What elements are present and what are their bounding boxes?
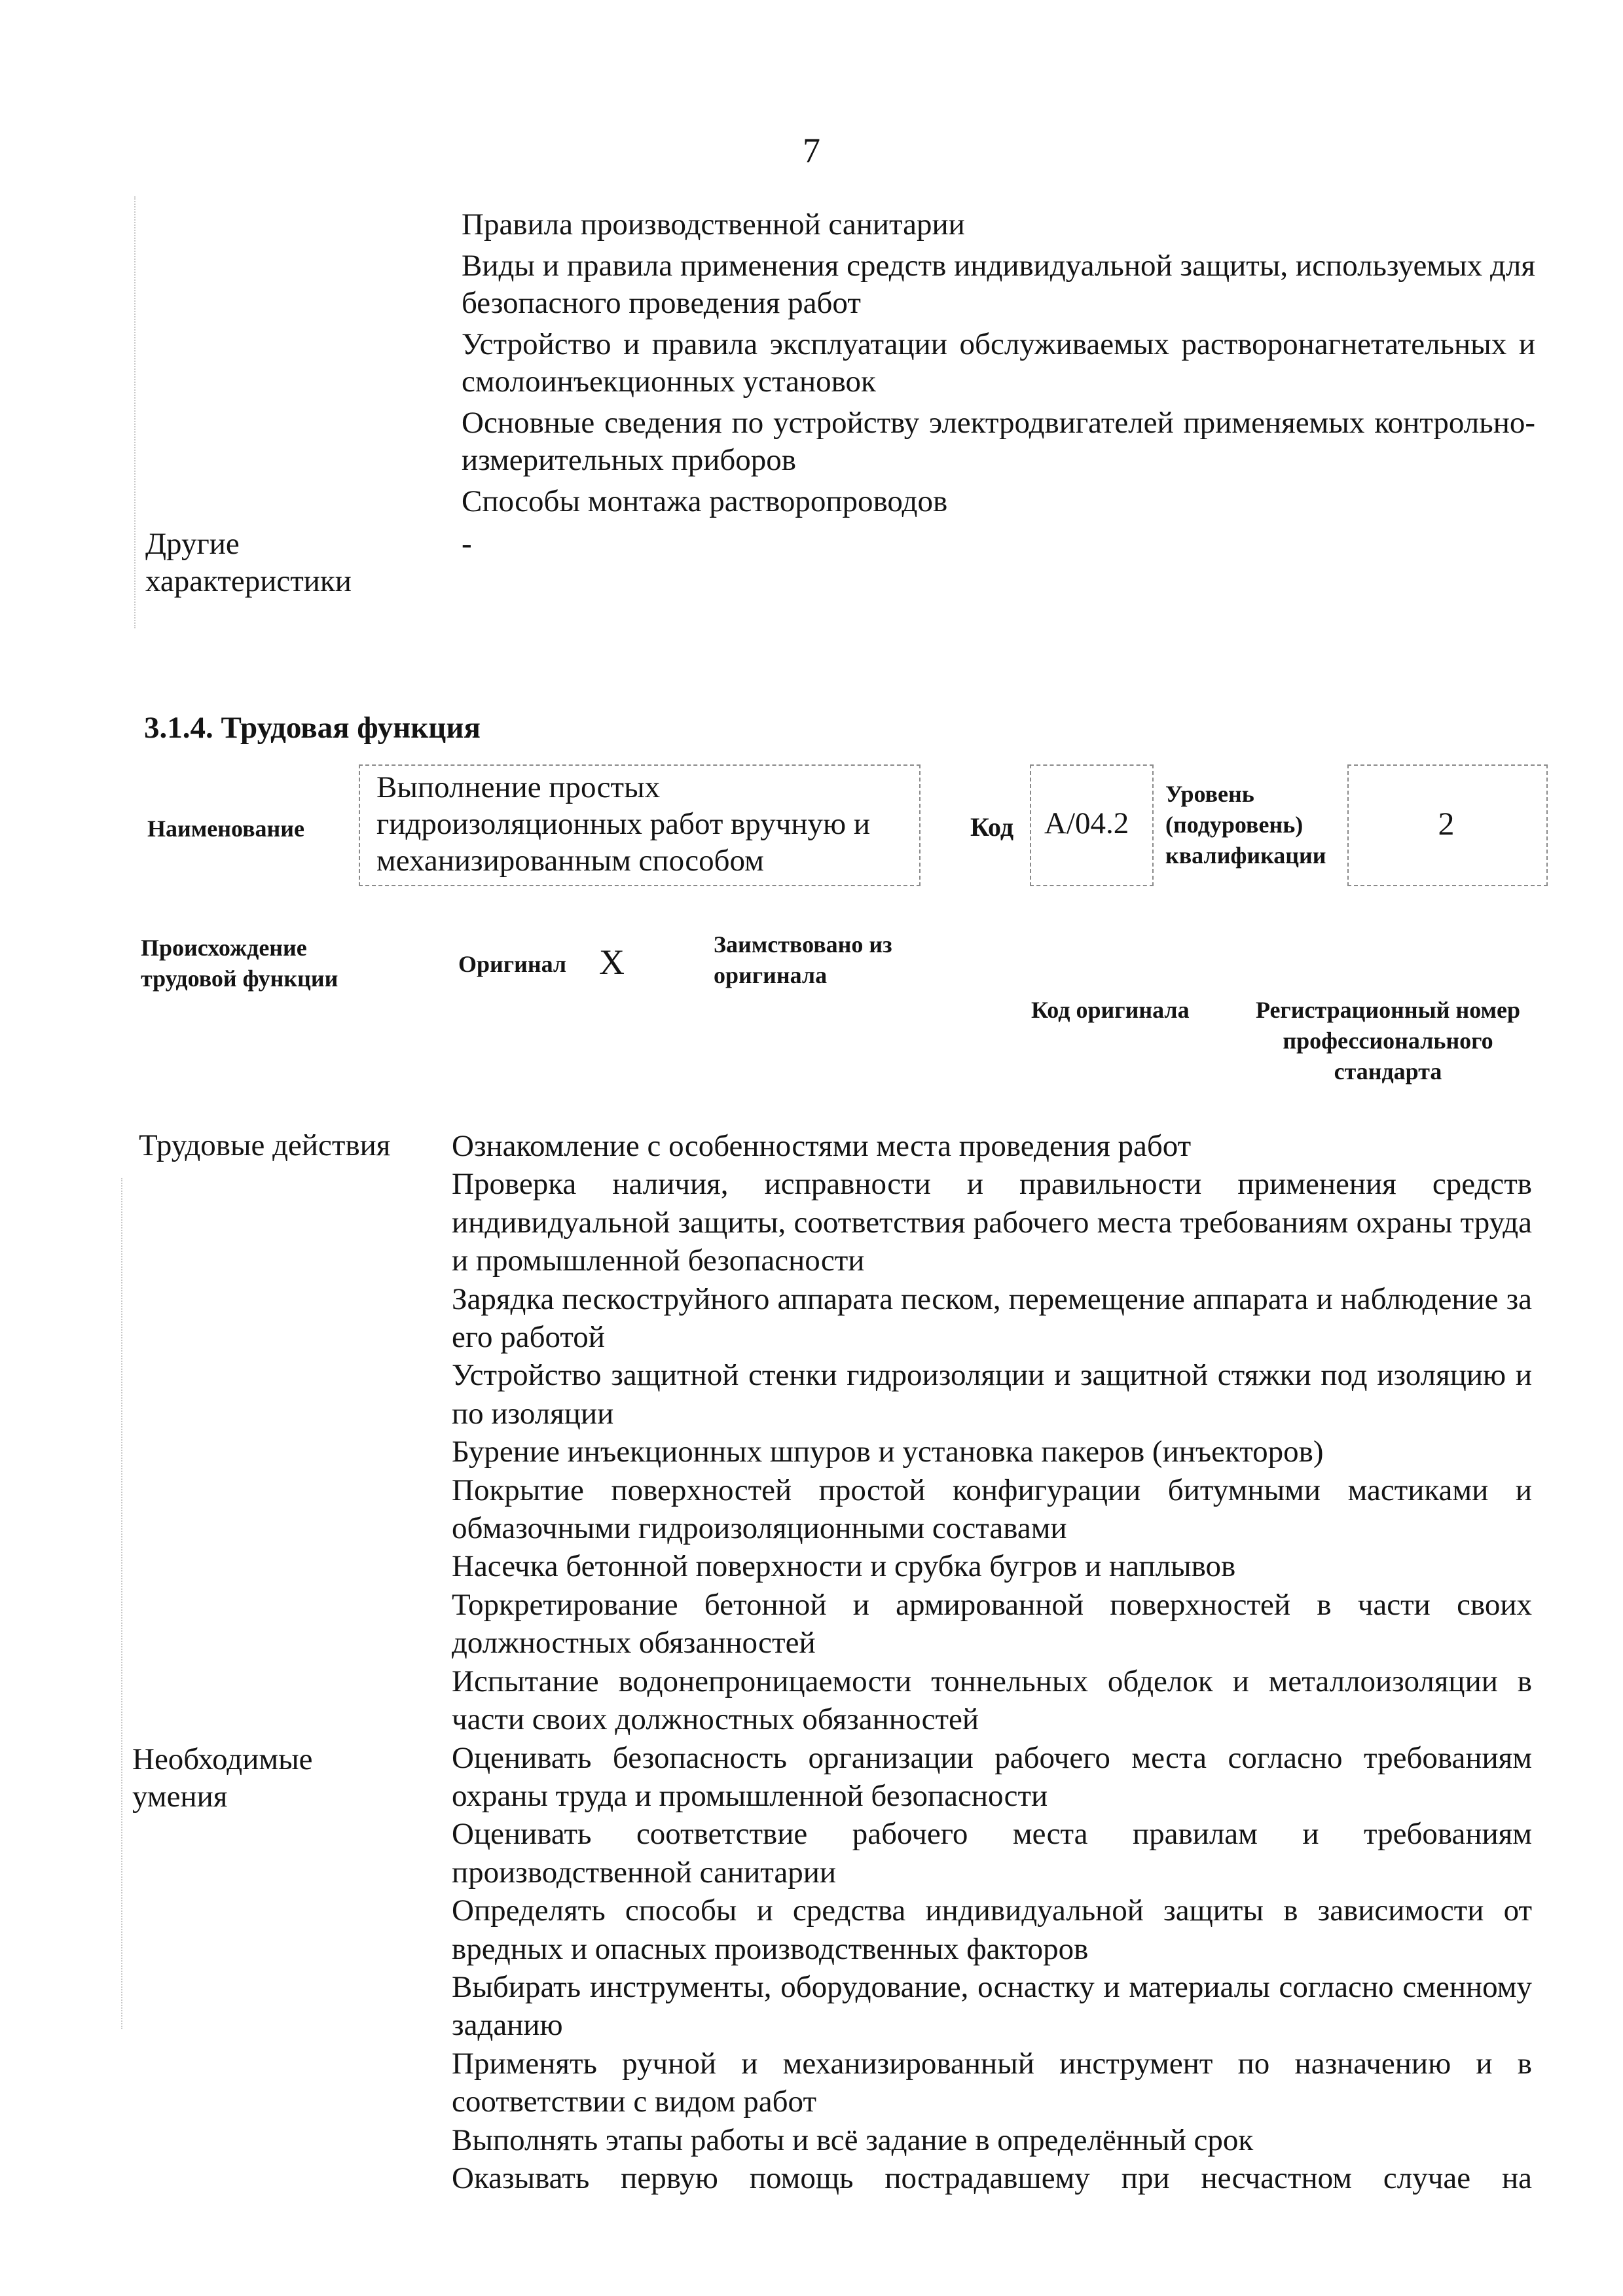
original-label: Оригинал [458, 951, 567, 977]
labor-action-item: Бурение инъекционных шпуров и установка пакеров (инъекторов) [452, 1435, 1324, 1469]
labor-action-item: Торкретирование бетонной и армированной поверхностей в части своих должностных обязанностей [452, 1587, 1532, 1660]
skill-item: Выполнять этапы работы и всё задание в определённый срок [452, 2123, 1254, 2157]
labor-action-item: Насечка бетонной поверхности и срубка бугров и наплывов [452, 1549, 1236, 1584]
list-item: Устройство и правила эксплуатации обслуживаемых растворонагнетательных и смолоинъекционных установок [462, 327, 1535, 399]
skill-item: Определять способы и средства индивидуальной защиты в зависимости от вредных и опасных производственных факторов [452, 1893, 1532, 1966]
labor-action-item: Зарядка пескоструйного аппарата песком, перемещение аппарата и наблюдение за его работой [452, 1282, 1532, 1355]
other-characteristics-value: - [462, 527, 472, 561]
labor-action-item: Ознакомление с особенностями места проведения работ [452, 1129, 1192, 1163]
list-item: Основные сведения по устройству электродвигателей применяемых контрольно-измерительных приборов [462, 406, 1535, 477]
code-label: Код [970, 812, 1014, 842]
skill-item: Выбирать инструменты, оборудование, оснастку и материалы согласно сменному заданию [452, 1969, 1532, 2043]
knowledge-list [462, 206, 1535, 524]
section-heading: 3.1.4. Трудовая функция [144, 711, 481, 745]
name-label: Наименование [147, 816, 304, 842]
original-mark: X [599, 942, 625, 982]
skill-item: Применять ручной и механизированный инструмент по назначению и в соответствии с видом работ [452, 2046, 1532, 2119]
level-label: Уровень (подуровень) квалификации [1165, 781, 1326, 869]
skills-label: Необходимые умения [132, 1742, 313, 1814]
labor-action-item: Покрытие поверхностей простой конфигурации битумными мастиками и обмазочными гидроизоляционными составами [452, 1473, 1532, 1546]
code-value: A/04.2 [1044, 806, 1129, 840]
other-characteristics-label: Другие характеристики [145, 527, 352, 598]
left-scan-guide-lower [121, 1178, 122, 2029]
page-number: 7 [803, 131, 820, 170]
labor-action-item: Испытание водонепроницаемости тоннельных обделок и металлоизоляции в части своих должностных обязанностей [452, 1664, 1532, 1737]
list-item: Виды и правила применения средств индивидуальной защиты, используемых для безопасного проведения работ [462, 249, 1535, 320]
list-item: Правила производственной санитарии [462, 207, 965, 242]
registration-number-label: Регистрационный номер профессионального стандарта [1255, 997, 1521, 1085]
level-value: 2 [1438, 805, 1455, 842]
skill-item: Оценивать безопасность организации рабочего места согласно требованиям охраны труда и промышленной безопасности [452, 1740, 1532, 1813]
borrowed-label: Заимствовано из оригинала [714, 931, 892, 988]
labor-action-item: Проверка наличия, исправности и правильности применения средств индивидуальной защиты, соответствия рабочего места требованиям охраны труда и промышленной безопасности [452, 1167, 1532, 1278]
labor-action-item: Устройство защитной стенки гидроизоляции и защитной стяжки под изоляцию и по изоляции [452, 1358, 1532, 1431]
list-item: Способы монтажа растворопроводов [462, 484, 948, 518]
actions-and-skills-list [452, 1127, 1532, 2197]
function-name-value: Выполнение простых гидроизоляционных работ вручную и механизированным способом [376, 770, 870, 878]
labor-actions-label: Трудовые действия [139, 1128, 391, 1162]
left-scan-guide [134, 196, 136, 628]
code-original-label: Код оригинала [1031, 997, 1190, 1023]
skill-item: Оценивать соответствие рабочего места правилам и требованиям производственной санитарии [452, 1817, 1532, 1890]
skill-item: Оказывать первую помощь пострадавшему при несчастном случае на [452, 2161, 1532, 2195]
origin-label: Происхождение трудовой функции [141, 935, 338, 992]
